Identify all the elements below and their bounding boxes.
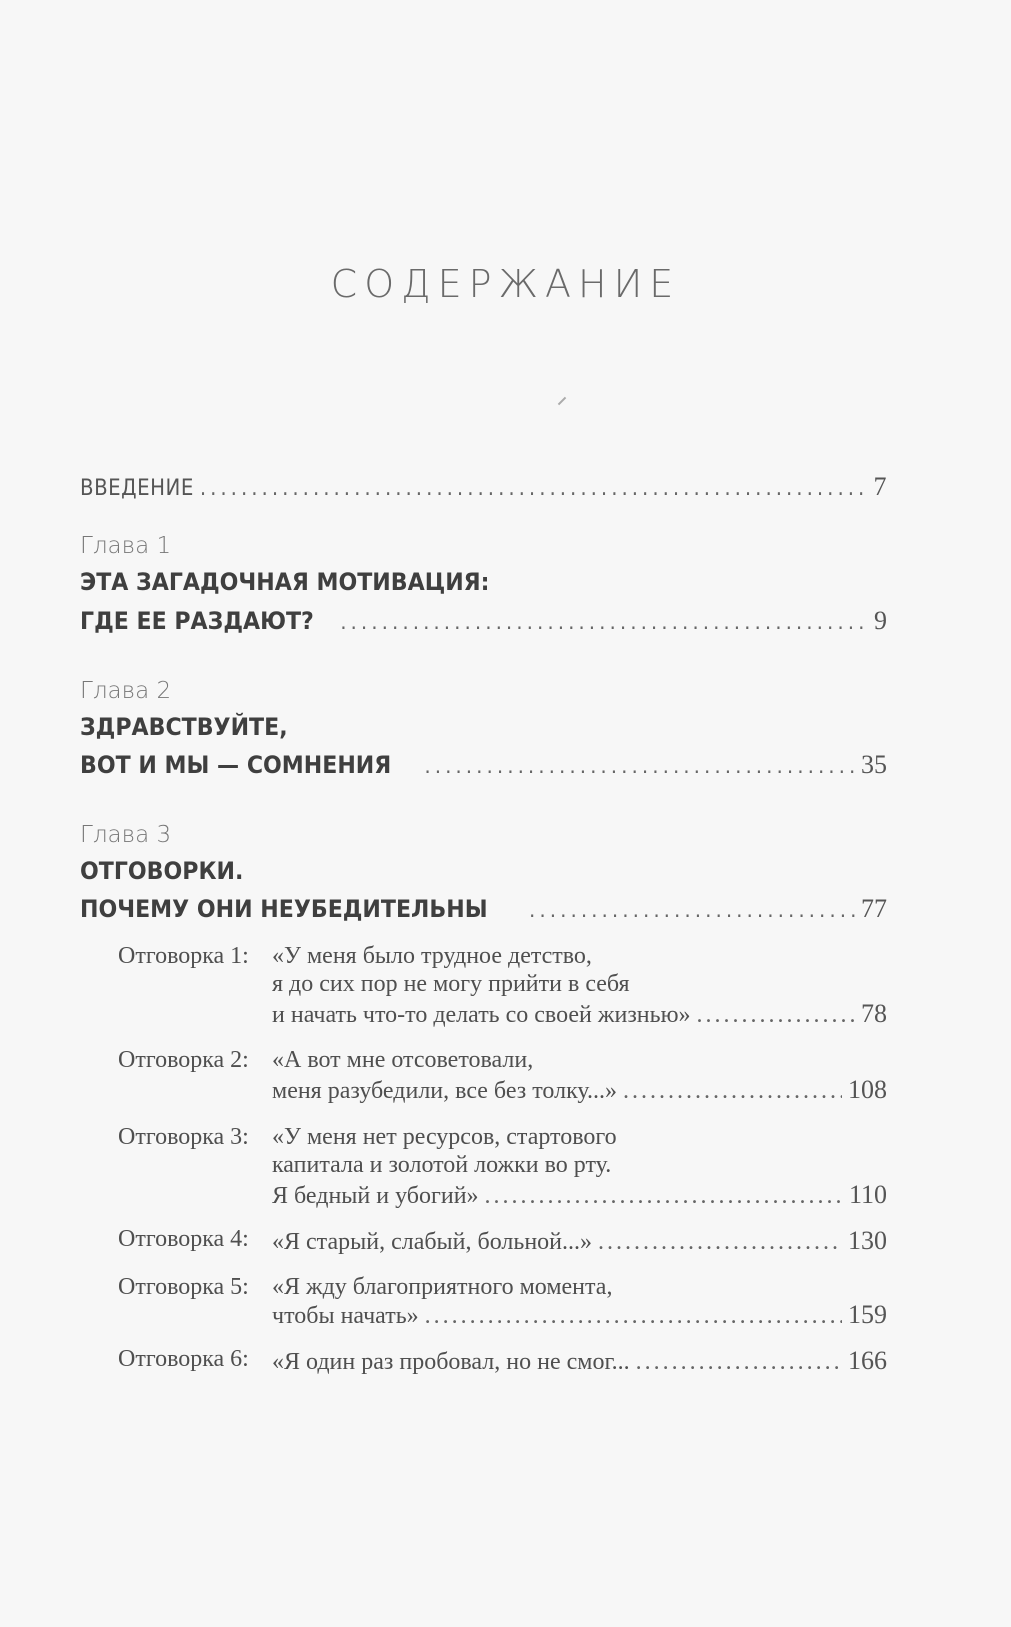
toc-entry-label: ВВЕДЕНИЕ	[80, 476, 194, 501]
dot-leader	[425, 1303, 842, 1330]
section-line: чтобы начать»	[272, 1303, 419, 1329]
section-label: Отговорка 2:	[118, 1047, 249, 1073]
toc-entry-intro[interactable]	[80, 472, 887, 502]
dot-leader	[200, 476, 868, 501]
page-number: 78	[861, 999, 887, 1028]
dot-leader	[598, 1229, 842, 1256]
pencil-mark	[558, 397, 566, 405]
section-label: Отговорка 4:	[118, 1226, 249, 1252]
toc-entry-chapter-3[interactable]	[80, 894, 887, 924]
chapter-title-line: ОТГОВОРКИ.	[80, 857, 244, 885]
section-line: «У меня было трудное детство,	[272, 943, 592, 969]
chapter-label: Глава 1	[80, 533, 172, 559]
chapter-title-line: ПОЧЕМУ ОНИ НЕУБЕДИТЕЛЬНЫ	[80, 895, 488, 923]
section-label: Отговорка 3:	[118, 1124, 249, 1150]
section-line: я до сих пор не могу прийти в себя	[272, 971, 630, 997]
page-number: 35	[861, 750, 887, 779]
toc-entry-section-6[interactable]	[272, 1346, 887, 1376]
section-line: «Я жду благоприятного момента,	[272, 1274, 613, 1300]
chapter-label: Глава 2	[80, 678, 172, 704]
section-line: «Я один раз пробовал, но не смог...	[272, 1349, 630, 1375]
toc-entry-section-5[interactable]	[272, 1300, 887, 1330]
dot-leader	[340, 610, 868, 634]
dot-leader	[623, 1078, 842, 1105]
toc-entry-chapter-1[interactable]	[80, 606, 887, 636]
section-line: «У меня нет ресурсов, стартового	[272, 1124, 617, 1150]
chapter-title-line: ЭТА ЗАГАДОЧНАЯ МОТИВАЦИЯ:	[80, 568, 490, 596]
page-number: 110	[848, 1180, 887, 1209]
toc-entry-section-1[interactable]	[272, 999, 887, 1029]
page-number: 166	[848, 1346, 887, 1375]
section-label: Отговорка 1:	[118, 943, 249, 969]
chapter-label: Глава 3	[80, 822, 172, 848]
chapter-title-line: ЗДРАВСТВУЙТЕ,	[80, 713, 288, 741]
dot-leader	[529, 898, 855, 922]
dot-leader	[485, 1183, 843, 1210]
dot-leader	[424, 754, 855, 778]
dot-leader	[636, 1349, 842, 1376]
section-line: и начать что-то делать со своей жизнью»	[272, 1002, 691, 1028]
dot-leader	[697, 1002, 855, 1029]
page-number: 130	[848, 1226, 887, 1255]
section-line: капитала и золотой ложки во рту.	[272, 1152, 612, 1178]
section-label: Отговорка 6:	[118, 1346, 249, 1372]
chapter-title-line: ГДЕ ЕЕ РАЗДАЮТ?	[80, 607, 314, 635]
section-line: «Я старый, слабый, больной...»	[272, 1229, 593, 1255]
chapter-title-line: ВОТ И МЫ — СОМНЕНИЯ	[80, 751, 392, 779]
page-number: 7	[873, 472, 887, 501]
page-number: 77	[861, 894, 887, 923]
toc-entry-section-2[interactable]	[272, 1075, 887, 1105]
page-title: СОДЕРЖАНИЕ	[330, 262, 681, 306]
toc-entry-section-4[interactable]	[272, 1226, 887, 1256]
page-number: 159	[848, 1300, 887, 1329]
section-line: «А вот мне отсоветовали,	[272, 1047, 534, 1073]
section-label: Отговорка 5:	[118, 1274, 249, 1300]
section-line: меня разубедили, все без толку...»	[272, 1078, 617, 1104]
section-line: Я бедный и убогий»	[272, 1183, 479, 1209]
toc-entry-section-3[interactable]	[272, 1180, 887, 1210]
toc-entry-chapter-2[interactable]	[80, 750, 887, 780]
page-number: 108	[848, 1075, 887, 1104]
page-number: 9	[874, 606, 887, 635]
